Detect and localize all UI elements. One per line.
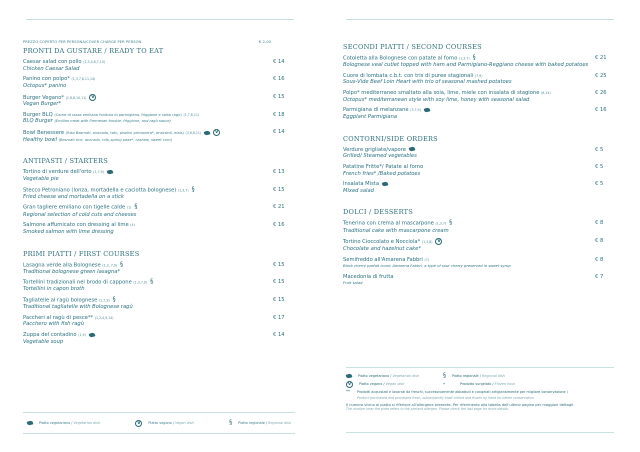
allergen-codes: (1,3, 7,9) bbox=[102, 263, 118, 268]
left-menu-content bbox=[23, 40, 293, 349]
regional-icon: § bbox=[120, 260, 124, 268]
dish-name-it: Cotoletta alla Bolognese con patate al forno bbox=[343, 55, 458, 62]
dish-price: € 21 bbox=[595, 55, 607, 61]
allergen-note-en: The number near the plate refers to the present allergen. Please check the last page for more details. bbox=[346, 406, 510, 411]
dish-price: € 26 bbox=[595, 90, 607, 97]
legend-label-it: Piatto regionale bbox=[238, 421, 265, 425]
menu-item bbox=[343, 147, 615, 160]
dish-price: € 8 bbox=[595, 238, 604, 245]
regional-icon: § bbox=[112, 296, 116, 304]
dish-price: € 5 bbox=[595, 181, 604, 188]
menu-item bbox=[23, 94, 293, 108]
legend-double-star bbox=[346, 389, 614, 394]
dish-name-it: Gran tagliere emiliano con tigelle calde bbox=[23, 204, 126, 211]
dish-name-en: Regional selection of cold cuts and cheeses bbox=[23, 211, 137, 218]
legend-label-en: Regional dish bbox=[268, 421, 291, 425]
vegetarian-icon bbox=[409, 146, 416, 151]
dish-price: € 16 bbox=[595, 107, 607, 114]
dish-price: € 14 bbox=[273, 129, 285, 136]
allergen-codes: (1,6,8,10,11) bbox=[65, 95, 87, 100]
section-title: SECONDI PIATTI / SECOND COURSES bbox=[343, 43, 482, 51]
dish-name-it: Panino con polpo* bbox=[23, 76, 70, 83]
legend-entry: Piatto vegetariano / Vegetarian dish bbox=[346, 374, 443, 378]
regional-icon: § bbox=[134, 203, 138, 211]
menu-item bbox=[343, 181, 615, 194]
dish-name-en: Mixed salad bbox=[343, 187, 374, 194]
right-menu-content bbox=[343, 40, 615, 291]
dish-name-it: Paccheri al ragù di pesce** bbox=[23, 314, 94, 321]
dish-price: € 15 bbox=[273, 297, 285, 304]
vegan-icon: V bbox=[214, 130, 219, 136]
dish-name-it: Insalata Mista bbox=[343, 181, 380, 188]
menu-item bbox=[343, 107, 615, 120]
dish-name-it: Tagliatelle al ragù bolognese bbox=[23, 297, 98, 304]
menu-item bbox=[343, 274, 615, 287]
dish-name-en: Octopus* mediterranean style with soy lime, honey with seasonal salad bbox=[343, 96, 530, 103]
cover-charge-label: PREZZO COPERTO PER PERSONA/COVER CHARGE PER PERSON bbox=[23, 40, 142, 44]
dish-name-it: Patatine Fritte*/ Patate al forno bbox=[343, 163, 424, 170]
section-title: ANTIPASTI / STARTERS bbox=[23, 157, 108, 166]
dish-price: € 21 bbox=[273, 204, 285, 211]
dish-description-en: (Basmati rice, avocado, tofu,spring peas*, cashew, sweet corn) bbox=[58, 137, 173, 142]
regional-icon: § bbox=[191, 185, 195, 193]
section-title: DOLCI / DESSERTS bbox=[343, 208, 413, 217]
dish-name-en: Octopus* panino bbox=[23, 82, 67, 89]
allergen-codes: (1,2,4,9,14) bbox=[94, 315, 114, 320]
legend-entry: § Piatto regionale / Regional dish bbox=[229, 419, 291, 426]
dish-price: € 16 bbox=[273, 222, 285, 229]
dish-name-en: Chocolate and hazelnut cake* bbox=[343, 245, 421, 252]
dish-name-en: Traditional bolognese green lasagna* bbox=[23, 268, 121, 275]
dish-name-it: Burger Vegano* bbox=[23, 94, 65, 101]
legend-label-it: Piatto regionale bbox=[452, 374, 479, 379]
menu-item bbox=[343, 220, 615, 233]
dish-name-en: Vegetable soup bbox=[23, 338, 64, 345]
legend-label-en: Frozen food bbox=[494, 382, 515, 387]
vegetarian-icon bbox=[382, 181, 389, 186]
legend-label-en: Regional dish bbox=[481, 374, 505, 379]
menu-item bbox=[343, 164, 615, 177]
menu-item bbox=[23, 112, 293, 125]
dish-name-it: Stecco Petroniano (lonza, mortadella e caciotta bolognese) bbox=[23, 187, 177, 194]
cover-charge-price: € 2,00 bbox=[258, 40, 271, 44]
allergen-codes: (1,3,7,8,11,14) bbox=[71, 77, 96, 82]
legend-entry: Piatto vegetariano / Vegetarian dish bbox=[27, 421, 100, 425]
menu-item bbox=[23, 129, 293, 143]
menu-item bbox=[23, 297, 293, 310]
allergen-codes: (1,7,8,11) bbox=[183, 112, 200, 117]
allergen-codes: (3,6,8,11) bbox=[185, 131, 202, 136]
menu-item bbox=[23, 315, 293, 328]
dish-description-en: (Emilian meat with Parmesan fondue, friggione, and ragù sauce) bbox=[54, 119, 171, 124]
dish-name-it: Verdure grigliate/vapore bbox=[343, 146, 406, 153]
menu-item bbox=[343, 90, 615, 103]
allergen-codes: (1,7,9) bbox=[93, 170, 104, 175]
dish-price: € 18 bbox=[273, 111, 285, 118]
dish-name-it: Parmigiana di melanzane bbox=[343, 107, 409, 114]
dish-name-it: Burger BLQ bbox=[23, 111, 53, 118]
section-title: PRIMI PIATTI / FIRST COURSES bbox=[23, 249, 140, 258]
legend-label-it: Piatto vegano bbox=[148, 421, 172, 425]
allergen-codes: (1,3,7,9) bbox=[133, 280, 148, 285]
legend-entry: * Prodotto surgelato / Frozen food bbox=[443, 381, 515, 387]
dish-name-it: Tenerina con crema al mascarpone bbox=[343, 220, 434, 227]
legend-label-it: Piatto vegano bbox=[359, 382, 383, 387]
cover-charge bbox=[23, 40, 293, 44]
dish-name-it: Tortellini tradizionali nel brodo di cappone bbox=[23, 279, 132, 286]
dish-name-en: French fries* /Baked potatoes bbox=[343, 170, 421, 177]
dish-name-en: Traditional cake with mascarpone cream bbox=[343, 227, 449, 234]
legend bbox=[23, 412, 295, 434]
allergen-codes: (1,3,7) bbox=[177, 188, 189, 193]
vegan-icon: V bbox=[137, 420, 141, 426]
dish-description-it: (Riso Basmati, avocado, tofu, piselini primavera*, anacardi, mais) bbox=[65, 131, 184, 136]
regional-icon: § bbox=[229, 419, 233, 426]
dish-name-en: Bolognese veal cutlet topped with ham and Parmigiano-Reggiano cheese with baked potatoes bbox=[343, 62, 589, 69]
legend-row bbox=[346, 381, 614, 388]
menu-page-right bbox=[320, 0, 640, 452]
double-star-it: Prodotti acquistati e lavorati da freschi, successivamente abbattuti e congelati artigianalmente per migliore conservazione / bbox=[357, 389, 568, 394]
dish-name-en: Traditional tagliatelle with Bolognese ragù bbox=[23, 304, 133, 311]
allergen-codes: (1,7,9) bbox=[99, 298, 110, 303]
menu-item bbox=[23, 59, 293, 72]
dish-price: € 15 bbox=[273, 93, 285, 100]
allergen-codes: (6,14) bbox=[541, 91, 551, 96]
legend-entry: § Piatto regionale / Regional dish bbox=[443, 372, 505, 380]
legend-row bbox=[346, 373, 614, 379]
vegetarian-icon bbox=[346, 374, 353, 379]
dish-price: € 13 bbox=[273, 169, 285, 176]
double-star-mark: ** bbox=[346, 389, 350, 395]
menu-item bbox=[23, 204, 293, 217]
dish-price: € 15 bbox=[273, 261, 285, 268]
dish-price: € 5 bbox=[595, 163, 604, 170]
regional-icon: § bbox=[472, 54, 476, 61]
divider bbox=[26, 19, 294, 20]
legend-label-it: Piatto vegetariano bbox=[358, 374, 390, 379]
legend-label-it: Piatto vegetariano bbox=[39, 421, 71, 425]
legend-label-it: Prodotto surgelato bbox=[460, 382, 492, 387]
menu-item bbox=[23, 279, 293, 292]
dish-price: € 17 bbox=[273, 314, 285, 321]
legend-entry: V Piatto vegano / Vegan dish bbox=[347, 381, 405, 387]
dish-price: € 14 bbox=[273, 332, 285, 339]
dish-name-it: Lasagna verde alla Bolognese bbox=[23, 262, 101, 269]
regional-icon: § bbox=[150, 278, 154, 286]
vegetarian-icon bbox=[27, 420, 34, 425]
dish-name-en: Smoked salmon with lime dressing bbox=[23, 228, 114, 235]
dish-name-en: Fried cheese and mortadella on a stick bbox=[23, 193, 124, 200]
dish-price: € 15 bbox=[273, 186, 285, 193]
menu-item bbox=[343, 238, 615, 252]
dish-name-en: Vegetable pie bbox=[23, 176, 59, 182]
legend-label-en: Vegan dish bbox=[385, 382, 405, 387]
asterisk-icon: * bbox=[443, 381, 445, 387]
dish-name-it: Macedonia di frutta bbox=[343, 273, 394, 280]
dish-name-en: Sous-Vide Beef Loin Heart with trio of seasonal mashed potatoes bbox=[343, 79, 512, 86]
legend-label-en: Vegetarian dish bbox=[73, 421, 101, 425]
allergen-codes: (1,9) bbox=[78, 333, 86, 338]
dish-name-en: Chicken Caesar Salad bbox=[23, 65, 80, 72]
dish-name-it: Cuore di lombata c.b.t. con tris di puree stagionali bbox=[343, 72, 474, 79]
section-title: PRONTI DA GUSTARE / READY TO EAT bbox=[23, 47, 164, 55]
dish-price: € 14 bbox=[273, 59, 285, 65]
menu-item bbox=[23, 187, 293, 200]
allergen-codes: (1,3,8) bbox=[421, 240, 433, 245]
allergen-codes: (1,3,7) bbox=[435, 221, 447, 226]
allergen-codes: (1,3,7) bbox=[459, 56, 470, 61]
dish-name-en: Healthy bowl bbox=[23, 136, 57, 143]
double-star-en: Product purchased and processed fresh, subsequently blast chilled and frozen by hand for better conservation bbox=[357, 395, 534, 400]
dish-name-en: Fruit salad bbox=[343, 281, 363, 286]
allergen-note-it: Il numero vicino al piatto si riferisce all'allergene presente. Per riferimento alla tabella dell'ultimo pagina per maggiori dettagli. bbox=[346, 402, 575, 407]
allergen-codes: (1) bbox=[126, 205, 132, 210]
dish-name-it: Zuppa del contadino bbox=[23, 332, 77, 339]
dish-price: € 8 bbox=[595, 220, 604, 227]
menu-item bbox=[23, 76, 293, 89]
menu-item bbox=[23, 262, 293, 275]
dish-name-it: Semifreddo all'Amarena Fabbri bbox=[343, 256, 423, 263]
dish-description-it: (Carne di razza emiliana fonduta di parmigiano, friggione e salsa ragù) bbox=[54, 112, 182, 117]
vegan-icon: V bbox=[347, 381, 352, 387]
allergen-codes: (7,9) bbox=[474, 73, 483, 78]
dish-name-en: BLQ Burger bbox=[23, 118, 53, 125]
dish-name-en: Eggplant Parmigiana bbox=[343, 113, 398, 120]
dish-name-en: Black cherry parfait iconic Amarena Fabbri, a type of sour cherry preserved in sweet syrup bbox=[343, 264, 511, 269]
menu-item bbox=[343, 73, 615, 86]
vegetarian-icon bbox=[106, 169, 113, 174]
dish-name-it: Polpo* mediterraneo smaltato alla soia, lime, miele con insalata di stagione bbox=[343, 90, 540, 97]
vegetarian-icon bbox=[423, 107, 430, 112]
dish-name-it: Bowl Benessere bbox=[23, 130, 65, 137]
allergen-codes: (3,7,9) bbox=[410, 108, 421, 113]
divider bbox=[346, 19, 614, 20]
dish-name-it: Caesar salad con pollo bbox=[23, 59, 82, 65]
allergen-codes: (4) bbox=[130, 223, 135, 228]
menu-item bbox=[343, 55, 615, 68]
dish-name-en: Pacchero with fish ragù bbox=[23, 321, 84, 328]
dish-price: € 25 bbox=[595, 72, 607, 79]
menu-item bbox=[23, 169, 293, 182]
dish-price: € 16 bbox=[273, 76, 285, 83]
vegan-icon: V bbox=[91, 94, 95, 100]
menu-item bbox=[23, 222, 293, 235]
legend-label-en: Vegan dish bbox=[175, 421, 194, 425]
legend-label-en: Vegetarian dish bbox=[392, 374, 420, 379]
dish-name-it: Tortino di verdure dell'orto bbox=[23, 169, 92, 176]
section-title: CONTORNI/SIDE ORDERS bbox=[343, 134, 438, 143]
dish-name-it: Salmone affumicato con dressing al lime bbox=[23, 222, 129, 229]
allergen-codes: (7) bbox=[424, 257, 430, 262]
vegetarian-icon bbox=[204, 130, 211, 135]
legend-entry: V Piatto vegano / Vegan dish bbox=[137, 420, 194, 426]
dish-price: € 5 bbox=[595, 146, 604, 153]
legend-detailed bbox=[346, 367, 614, 433]
dish-name-en: Tortellini in capon broth bbox=[23, 286, 85, 293]
dish-name-en: Vegan Burger* bbox=[23, 101, 62, 108]
dish-price: € 8 bbox=[595, 256, 604, 263]
regional-icon: § bbox=[449, 219, 453, 227]
dish-name-it: Tortino Cioccolato e Nocciola* bbox=[343, 239, 421, 246]
dish-name-en: Grilled/ Steamed vegetables bbox=[343, 153, 417, 160]
vegan-icon: V bbox=[437, 239, 441, 245]
menu-item bbox=[343, 257, 615, 270]
dish-price: € 15 bbox=[273, 279, 285, 286]
allergen-codes: (1,3,4,6,7,10) bbox=[83, 60, 105, 64]
regional-icon: § bbox=[443, 372, 446, 380]
dish-price: € 7 bbox=[595, 273, 604, 280]
vegetarian-icon bbox=[88, 332, 95, 337]
menu-item bbox=[23, 332, 293, 345]
